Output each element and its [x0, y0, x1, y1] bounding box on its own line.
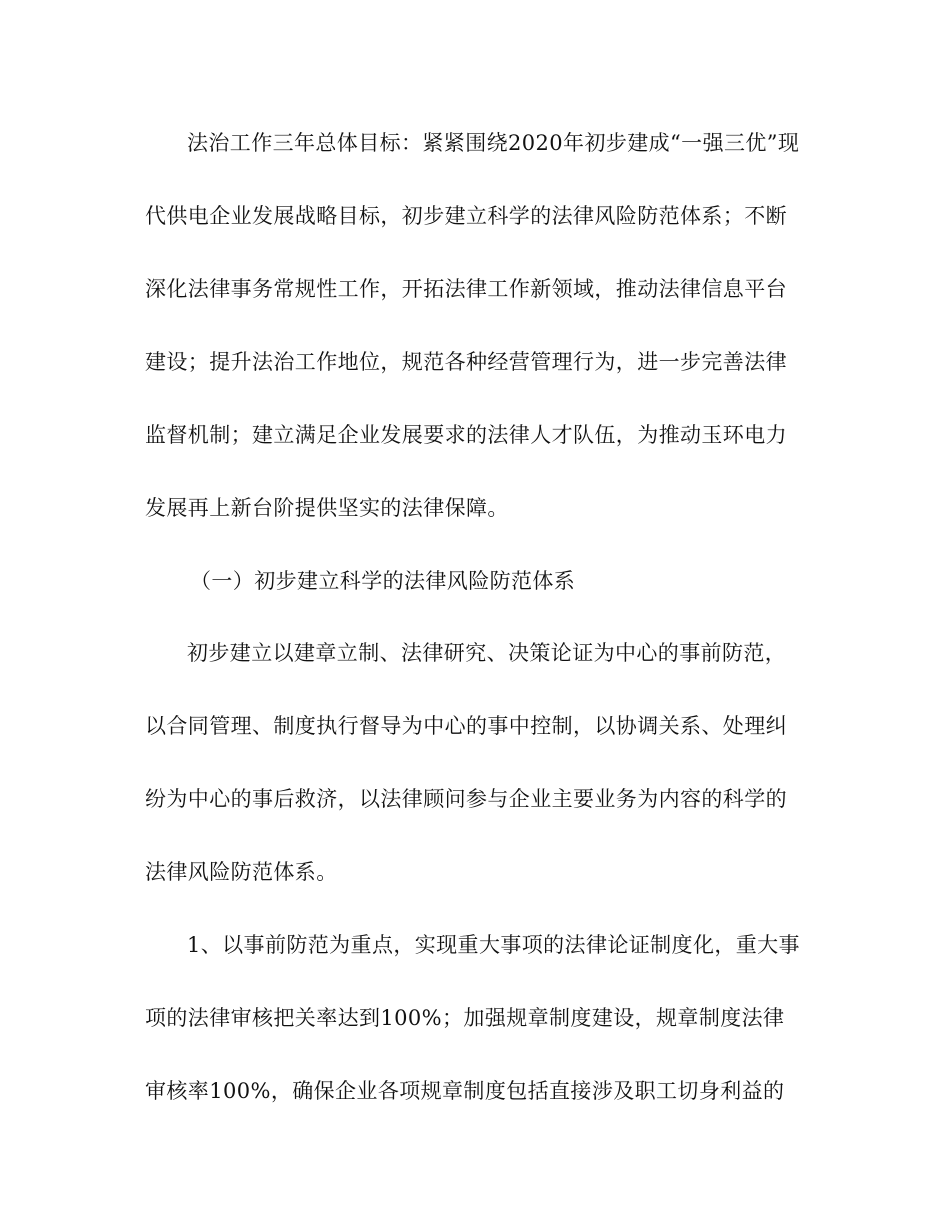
list-item-line: 项的法律审核把关率达到100%；加强规章制度建设，规章制度法律: [145, 1006, 785, 1030]
paragraph-line: 发展再上新台阶提供坚实的法律保障。: [145, 496, 509, 520]
list-item-line: 1、以事前防范为重点，实现重大事项的法律论证制度化，重大事: [187, 933, 800, 957]
paragraph-line: 法律风险防范体系。: [145, 860, 338, 884]
list-item-line: 审核率100%，确保企业各项规章制度包括直接涉及职工切身利益的: [145, 1079, 785, 1103]
paragraph-line: 纷为中心的事后救济，以法律顾问参与企业主要业务为内容的科学的: [145, 787, 787, 811]
paragraph-line: 代供电企业发展战略目标，初步建立科学的法律风险防范体系；不断: [145, 204, 787, 228]
section-heading: （一）初步建立科学的法律风险防范体系: [190, 569, 576, 593]
paragraph-line: 监督机制；建立满足企业发展要求的法律人才队伍，为推动玉环电力: [145, 423, 787, 447]
paragraph-line: 法治工作三年总体目标：紧紧围绕2020年初步建成“一强三优”现: [187, 131, 800, 155]
paragraph-line: 建设；提升法治工作地位，规范各种经营管理行为，进一步完善法律: [145, 350, 787, 374]
paragraph-line: 以合同管理、制度执行督导为中心的事中控制，以协调关系、处理纠: [145, 714, 787, 738]
paragraph-line: 初步建立以建章立制、法律研究、决策论证为中心的事前防范，: [187, 641, 787, 665]
paragraph-line: 深化法律事务常规性工作，开拓法律工作新领域，推动法律信息平台: [145, 277, 787, 301]
